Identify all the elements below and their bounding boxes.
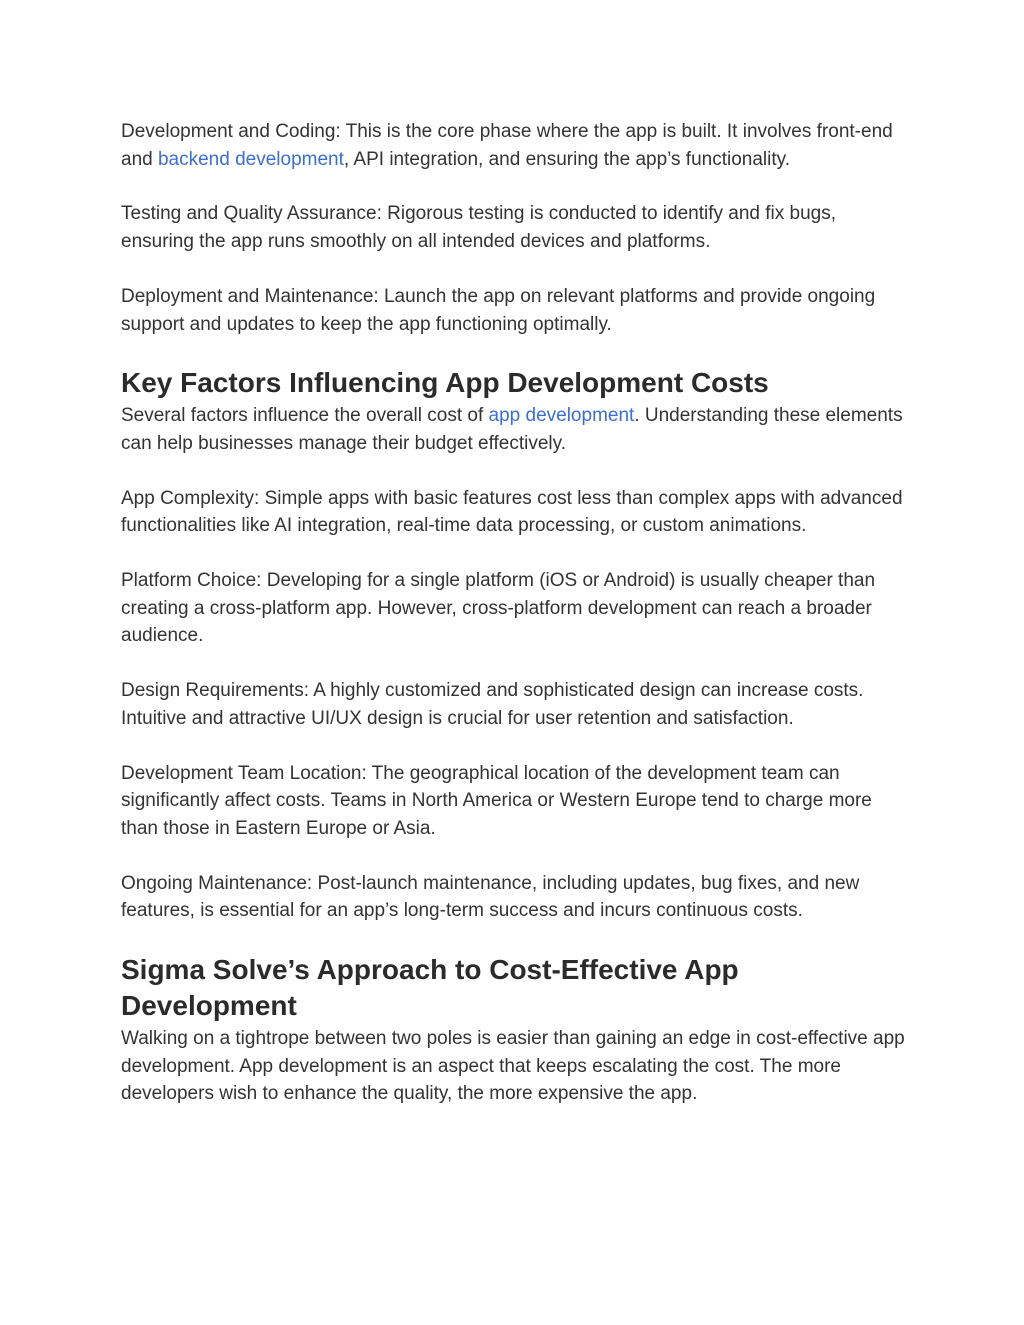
paragraph-text: Several factors influence the overall cost of (121, 405, 489, 427)
document-page (121, 118, 911, 1135)
backend-development-link[interactable]: backend development (157, 148, 344, 170)
paragraph-ongoing-maintenance: Ongoing Maintenance: Post-launch maintenance, including updates, bug fixes, and new features, is essential for an app’s long-term success and incurs continuous costs. (121, 872, 860, 922)
paragraph-key-factors-intro (121, 402, 911, 457)
heading-key-factors: Key Factors Influencing App Development Costs (121, 367, 769, 399)
paragraph-team-location: Development Team Location: The geographical location of the development team can significantly affect costs. Teams in North America or Western Europe tend to charge more than those in Eastern Europe or Asia. (121, 762, 872, 839)
paragraph-platform-choice: Platform Choice: Developing for a single platform (iOS or Android) is usually cheaper than creating a cross-platform app. However, cross-platform development can reach a broader audience. (121, 570, 876, 647)
paragraph-design-requirements: Design Requirements: A highly customized and sophisticated design can increase costs. Intuitive and attractive UI/UX design is crucial for user retention and satisfaction. (121, 680, 864, 729)
heading-sigma-solve-approach: Sigma Solve’s Approach to Cost-Effective App Development (121, 954, 739, 1022)
paragraph-testing-qa: Testing and Quality Assurance: Rigorous testing is conducted to identify and fix bugs, ensuring the app runs smoothly on all intended devices and platforms. (121, 203, 837, 253)
paragraph-text: Development and Coding: This is the core phase where the app is built. It involves front-end and (121, 121, 893, 170)
paragraph-development-coding (121, 118, 911, 173)
paragraph-deployment-maintenance: Deployment and Maintenance: Launch the app on relevant platforms and provide ongoing support and updates to keep the app functioning optimally. (121, 285, 876, 335)
paragraph-text: . Understanding these elements can help businesses manage their budget effectively. (121, 405, 903, 454)
paragraph-app-complexity: App Complexity: Simple apps with basic features cost less than complex apps with advanced functionalities like AI integration, real-time data processing, or custom animations. (121, 487, 903, 537)
paragraph-text: , API integration, and ensuring the app’s functionality. (343, 148, 790, 170)
paragraph-sigma-solve-intro: Walking on a tightrope between two poles is easier than gaining an edge in cost-effective app development. App development is an aspect that keeps escalating the cost. The more developers wish to enhance the quality, the more expensive the app. (121, 1028, 905, 1105)
app-development-link[interactable]: app development (488, 405, 635, 427)
